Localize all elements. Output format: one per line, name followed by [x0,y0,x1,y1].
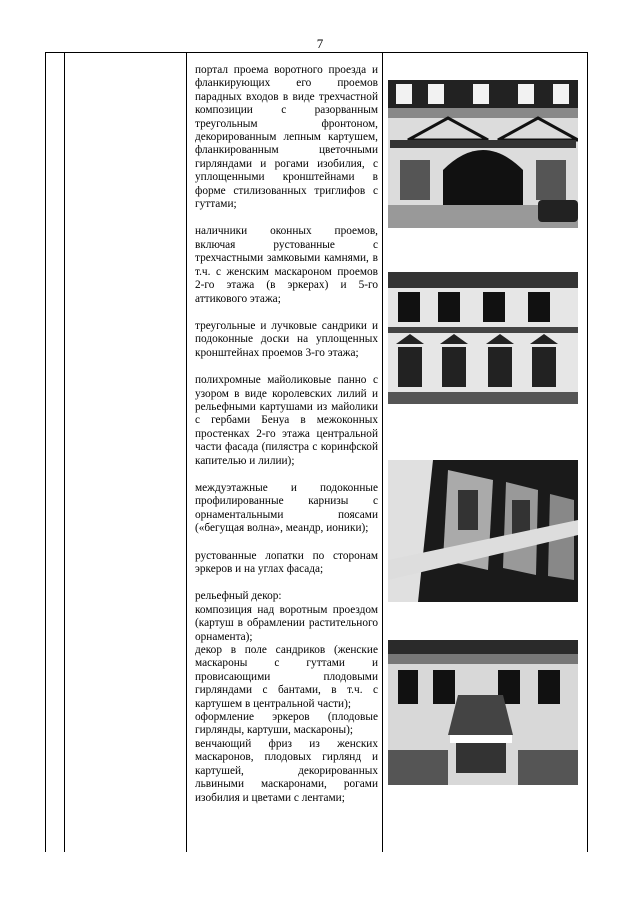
item-lopatki: рустованные лопатки по сторонам эркеров и на углах фасада; [195,549,378,575]
table-border-right [587,52,588,852]
table-border-col1 [64,52,65,852]
table-border-col2 [186,52,187,852]
item-portal: портал проема воротного проезда и фланкирующих его проемов парадных входов в виде трехчастной композиции с разорванным треугольным фронтоном, декорированным лепным картушем, фланкированным цветочными гирляндами и рогами изобилия, с уплощенными кронштейнами в форме стилизованных триглифов с гуттами; [195,64,378,211]
facade-windows-photo [388,272,578,416]
item-cornices: междуэтажные и подоконные профилированные карнизы с орнаментальными поясами («бегущая волна», меандр, ионики); [195,481,378,535]
relief-heading: рельефный декор: [195,590,282,603]
relief-line: декор в поле сандриков (женские маскароны с гуттами и провисающими плодовыми гирляндами с бантами, в т.ч. с картушем в центральной части); [195,644,378,710]
table-top-border [45,52,588,53]
table-border-col3 [382,52,383,852]
relief-line: оформление эркеров (плодовые гирлянды, картуши, маскароны); [195,711,378,737]
item-majolica: полихромные майоликовые панно с узором в виде королевских лилий и рельефными картушами из майолики с гербами Бенуа в межоконных простенках 2-го этажа центральной части фасада (пилястра с коринфской капителью и лилии); [195,374,378,467]
item-window-frames: наличники оконных проемов, включая рустованные с трехчастными замковыми камнями, в т.ч. с женским маскароном проемов 2-го этажа (в эркерах) и 5-го аттикового этажа; [195,225,378,305]
relief-line: венчающий фриз из женских маскаронов, плодовых гирлянд и картушей, декорированных львиными маскаронами, рогами изобилия и цветами с лентами; [195,737,378,804]
relief-line: композиция над воротным проездом (картуш в обрамлении растительного орнамента); [195,603,378,643]
description-column [195,64,378,805]
page-number: 7 [316,36,324,51]
facade-portal-photo [388,80,578,228]
table-border-left [45,52,46,852]
facade-perspective-photo [388,460,578,602]
facade-erker-photo [388,640,578,785]
item-sandriks: треугольные и лучковые сандрики и подоконные доски на уплощенных кронштейнах проемов 3-го этажа; [195,319,378,359]
